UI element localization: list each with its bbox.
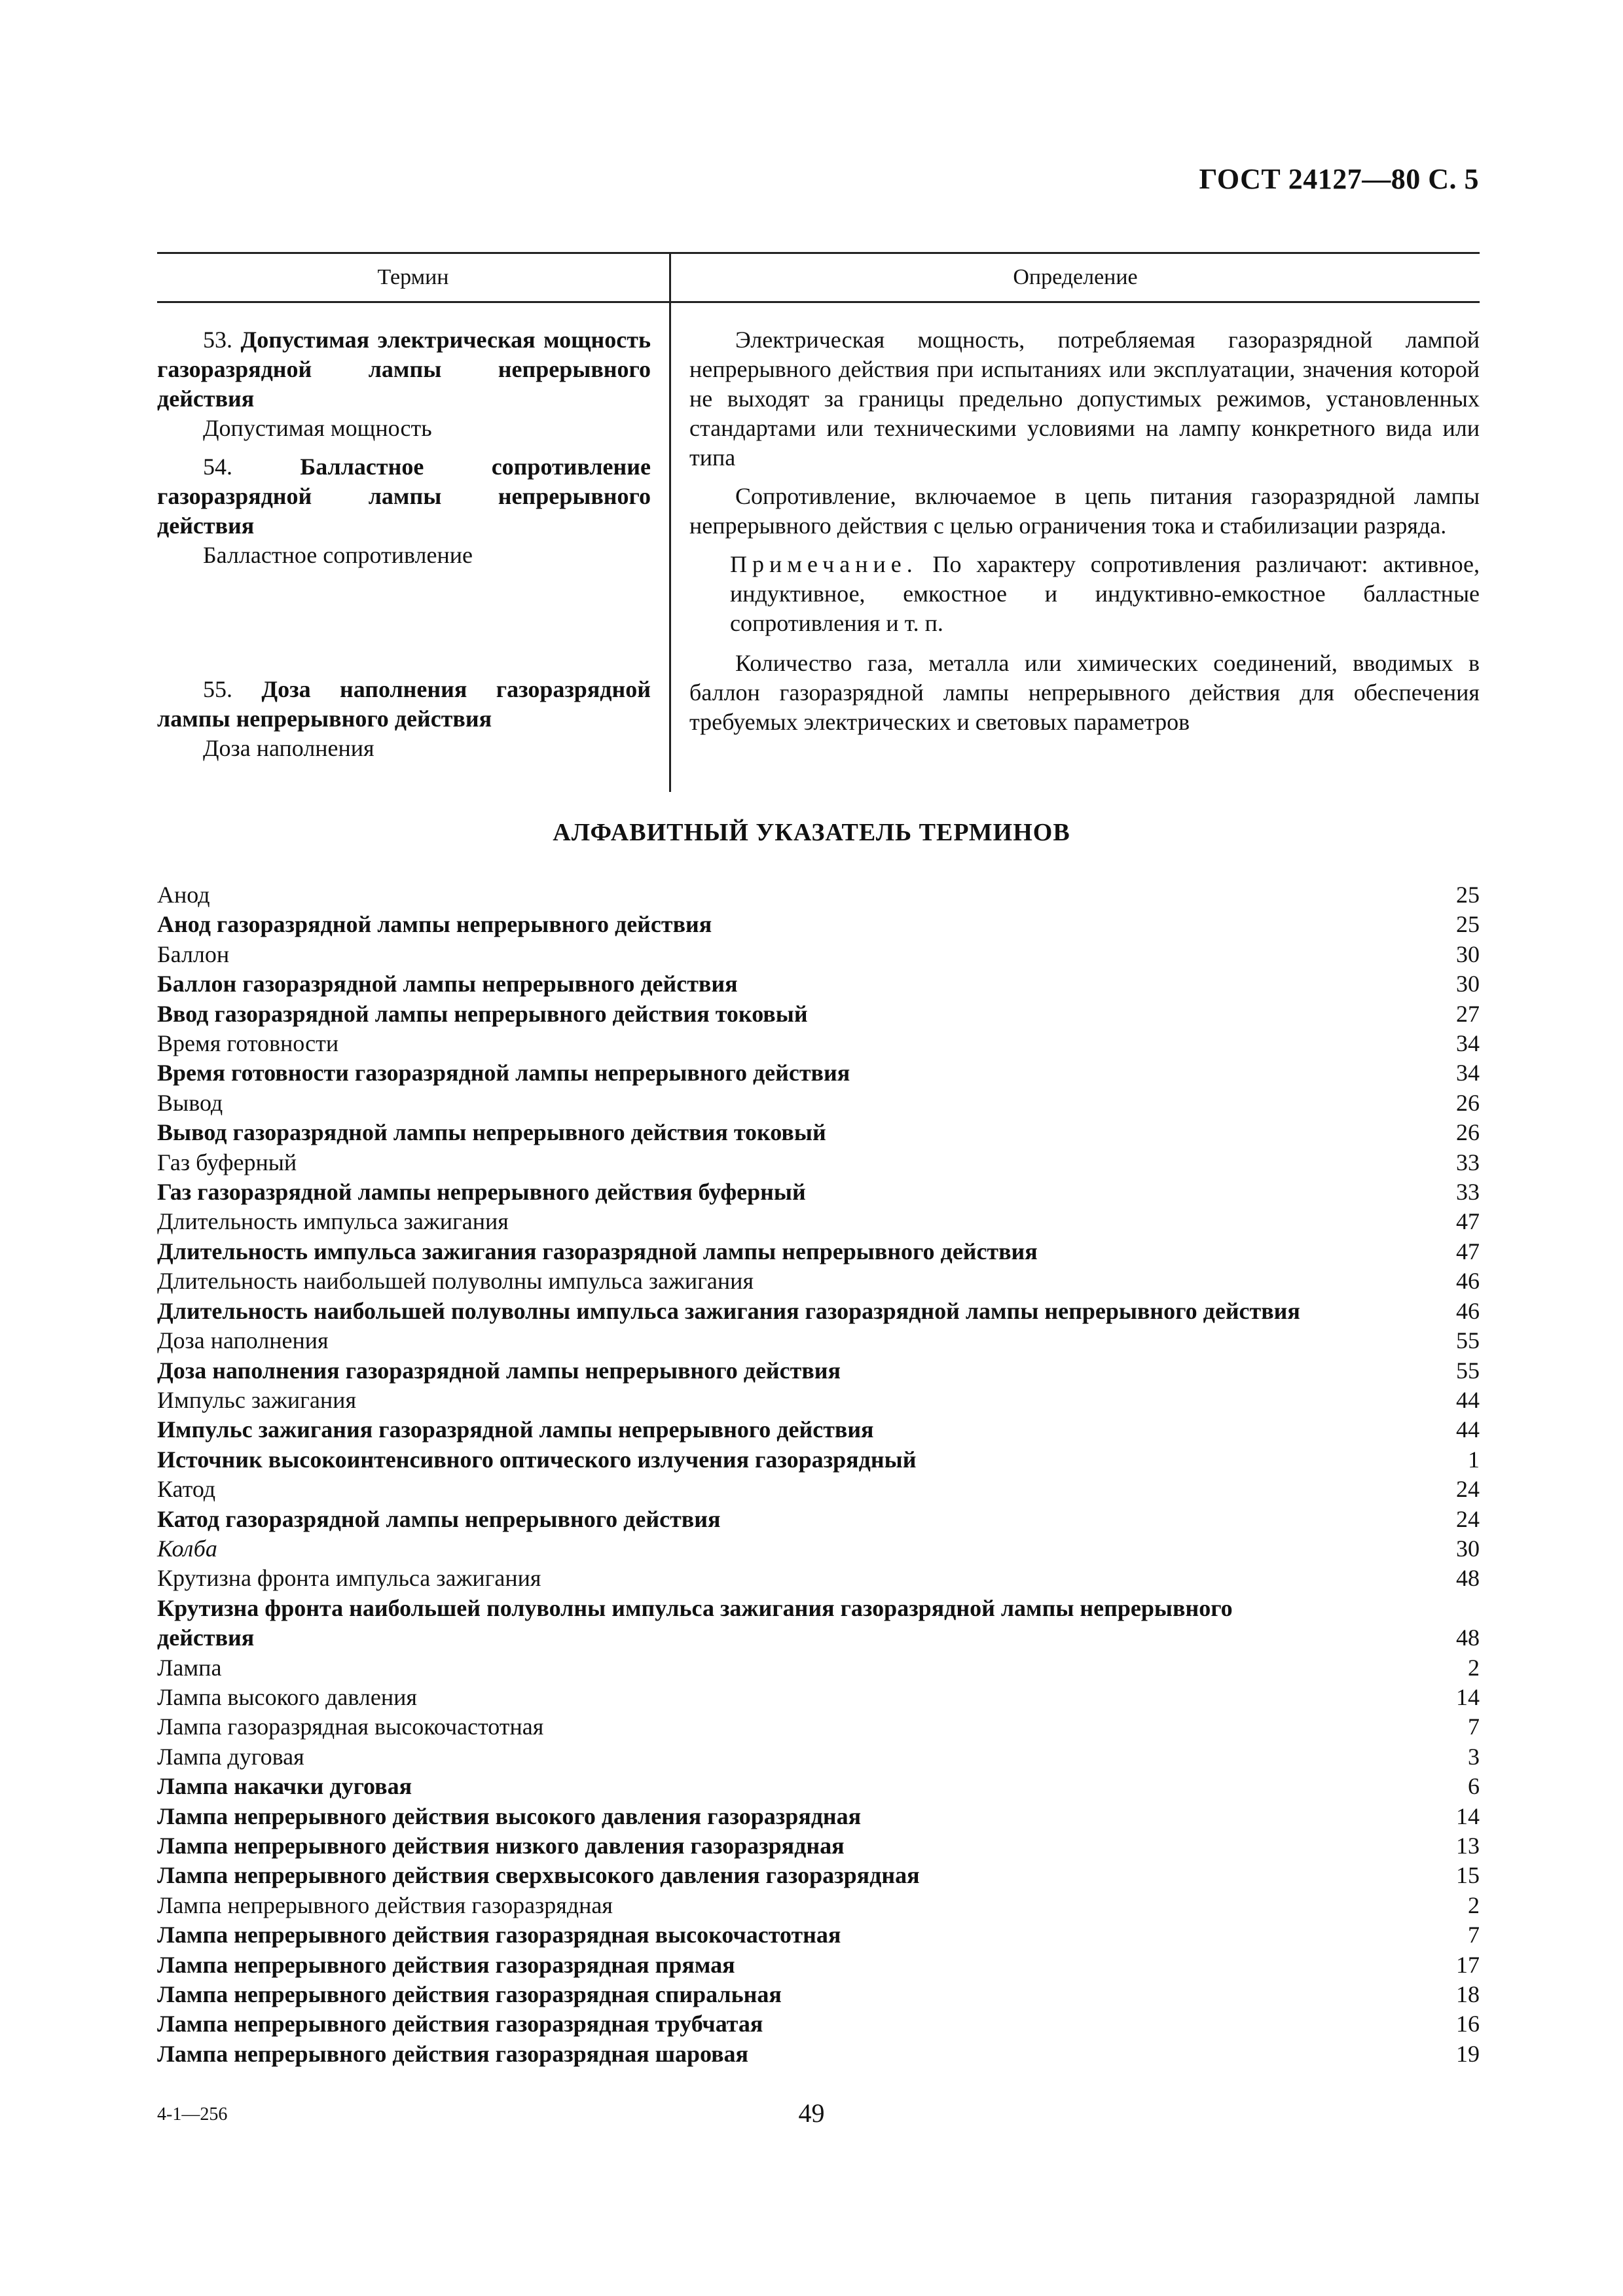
index-page-ref: 13: [1456, 1833, 1480, 1859]
index-entry: [157, 1207, 1480, 1236]
index-term: Лампа непрерывного действия газоразрядная прямая: [157, 1951, 735, 1978]
alphabetical-index: [157, 880, 1480, 2069]
table-header: [157, 252, 1480, 303]
short-term-53: Допустимая мощность: [203, 415, 432, 441]
index-term: Время готовности: [157, 1030, 339, 1057]
index-term: Колба: [157, 1535, 217, 1562]
term-53: [157, 325, 651, 414]
index-term: Баллон газоразрядной лампы непрерывного действия: [157, 971, 738, 997]
index-page-ref: 44: [1456, 1416, 1480, 1443]
index-entry: [157, 1326, 1480, 1355]
index-entry: [157, 1088, 1480, 1118]
index-term: Импульс зажигания газоразрядной лампы непрерывного действия: [157, 1416, 874, 1443]
index-term: Длительность импульса зажигания: [157, 1208, 509, 1235]
index-term: Газ газоразрядной лампы непрерывного действия буферный: [157, 1179, 806, 1206]
index-entry: [157, 1356, 1480, 1386]
index-entry: [157, 1505, 1480, 1534]
index-page-ref: 1: [1468, 1446, 1480, 1473]
index-page-ref: 14: [1456, 1803, 1480, 1829]
index-term: Лампа накачки дуговая: [157, 1773, 412, 1800]
term-number: 54.: [203, 454, 232, 480]
index-term: Доза наполнения газоразрядной лампы непрерывного действия: [157, 1357, 841, 1384]
index-term: Лампа непрерывного действия низкого давления газоразрядная: [157, 1833, 845, 1859]
index-term: Лампа непрерывного действия высокого давления газоразрядная: [157, 1803, 862, 1829]
index-term: Ввод газоразрядной лампы непрерывного действия токовый: [157, 1000, 808, 1027]
index-page-ref: 34: [1456, 1030, 1480, 1057]
index-page-ref: 55: [1456, 1357, 1480, 1384]
index-page-ref: 25: [1456, 911, 1480, 938]
index-term: Газ буферный: [157, 1149, 297, 1175]
index-page-ref: 15: [1456, 1862, 1480, 1889]
term-column: [157, 303, 671, 792]
index-term: Лампа непрерывного действия газоразрядная высокочастотная: [157, 1922, 841, 1948]
short-term-54: Балластное сопротивление: [203, 542, 473, 568]
index-entry: [157, 1980, 1480, 2009]
definition-55: Количество газа, металла или химических соединений, вводимых в баллон газоразрядной лампы непрерывного действия для обеспечения требуемых электрических и световых параметров: [689, 650, 1480, 735]
note-text: По характеру сопротивления различают: активное, индуктивное, емкостное и индуктивно-емкостное балластные сопротивления и т. п.: [730, 551, 1480, 636]
index-term: Баллон: [157, 941, 230, 967]
index-entry: [157, 1118, 1480, 1147]
index-term: Анод: [157, 882, 210, 908]
index-term: Лампа газоразрядная высокочастотная: [157, 1713, 544, 1740]
index-term: Крутизна фронта импульса зажигания: [157, 1565, 541, 1592]
index-entry: [157, 1594, 1480, 1623]
index-entry: [157, 1148, 1480, 1177]
index-term: Катод: [157, 1476, 216, 1503]
index-page-ref: 47: [1456, 1208, 1480, 1235]
index-entry: [157, 1831, 1480, 1861]
index-term: Длительность импульса зажигания газоразрядной лампы непрерывного действия: [157, 1238, 1038, 1265]
term-text: Балластное сопротивление газоразрядной лампы непрерывного действия: [157, 454, 651, 539]
index-title: АЛФАВИТНЫЙ УКАЗАТЕЛЬ ТЕРМИНОВ: [553, 819, 1070, 846]
index-page-ref: 19: [1456, 2040, 1480, 2067]
index-page-ref: 44: [1456, 1386, 1480, 1413]
column-header-definition: Определение: [1013, 265, 1138, 289]
index-page-ref: 2: [1468, 1654, 1480, 1681]
index-entry: [157, 2039, 1480, 2069]
index-entry: [157, 880, 1480, 910]
index-page-ref: 6: [1468, 1773, 1480, 1800]
index-page-ref: 14: [1456, 1683, 1480, 1710]
index-page-ref: 18: [1456, 1981, 1480, 2008]
terms-table: [157, 252, 1480, 792]
index-entry: [157, 999, 1480, 1029]
term-number: 55.: [203, 676, 232, 702]
index-page-ref: 24: [1456, 1476, 1480, 1503]
index-entry: [157, 1177, 1480, 1207]
index-page-ref: 27: [1456, 1000, 1480, 1027]
term-entry-53: [157, 325, 651, 443]
index-page-ref: 47: [1456, 1238, 1480, 1265]
table-body: [157, 303, 1480, 792]
definition-column: [671, 303, 1480, 792]
index-page-ref: 34: [1456, 1060, 1480, 1086]
spacer: [157, 579, 651, 664]
index-page-ref: 3: [1468, 1743, 1480, 1770]
index-page-ref: 30: [1456, 971, 1480, 997]
note-54: [689, 550, 1480, 638]
index-term: Лампа высокого давления: [157, 1683, 417, 1710]
index-entry: [157, 1534, 1480, 1564]
index-page-ref: 46: [1456, 1268, 1480, 1295]
index-term: Лампа непрерывного действия газоразрядная шаровая: [157, 2040, 749, 2067]
index-page-ref: 17: [1456, 1951, 1480, 1978]
index-term: Длительность наибольшей полуволны импульса зажигания газоразрядной лампы непрерывного действия: [157, 1297, 1300, 1324]
index-page-ref: 7: [1468, 1922, 1480, 1948]
term-entry-54: [157, 452, 651, 570]
term-number: 53.: [203, 327, 232, 353]
index-page-ref: 48: [1456, 1565, 1480, 1592]
index-term: Доза наполнения: [157, 1327, 329, 1354]
index-page-ref: 33: [1456, 1149, 1480, 1175]
index-page-ref: 30: [1456, 941, 1480, 967]
index-term: Катод газоразрядной лампы непрерывного действия: [157, 1505, 721, 1532]
index-entry: [157, 1297, 1480, 1326]
index-page-ref: 16: [1456, 2011, 1480, 2037]
index-entry: [157, 1950, 1480, 1980]
index-term: Вывод: [157, 1089, 223, 1116]
index-entry: [157, 1891, 1480, 1920]
column-header-term: Термин: [157, 254, 671, 301]
index-page-ref: 30: [1456, 1535, 1480, 1562]
index-page-ref: 7: [1468, 1713, 1480, 1740]
term-55: [157, 675, 651, 734]
index-entry: [157, 1802, 1480, 1831]
definition-53: Электрическая мощность, потребляемая газоразрядной лампой непрерывного действия при испытаниях или эксплуатации, значения которой не выходят за границы предельно допустимых режимов, установленных стандартами или техническими условиями на лампу конкретного вида или типа: [689, 327, 1480, 471]
index-entry: [157, 1861, 1480, 1890]
index-page-ref: 24: [1456, 1505, 1480, 1532]
index-term: действия: [157, 1624, 255, 1651]
index-page-ref: 25: [1456, 882, 1480, 908]
index-term: Лампа: [157, 1654, 222, 1681]
term-entry-55: [157, 675, 651, 763]
index-term: Лампа дуговая: [157, 1743, 304, 1770]
index-entry: [157, 1712, 1480, 1742]
index-term: Лампа непрерывного действия газоразрядная трубчатая: [157, 2011, 763, 2037]
footer-code: 4-1—256: [157, 2104, 228, 2125]
index-term: Длительность наибольшей полуволны импульса зажигания: [157, 1268, 754, 1295]
index-entry: [157, 1564, 1480, 1593]
index-entry: [157, 1653, 1480, 1683]
index-term: Лампа непрерывного действия газоразрядная: [157, 1892, 613, 1918]
index-page-ref: 2: [1468, 1892, 1480, 1918]
index-term: Импульс зажигания: [157, 1386, 356, 1413]
index-entry: [157, 1920, 1480, 1950]
index-entry: [157, 1029, 1480, 1058]
index-entry: [157, 910, 1480, 939]
index-page-ref: 55: [1456, 1327, 1480, 1354]
index-term: Анод газоразрядной лампы непрерывного действия: [157, 911, 712, 938]
index-entry: [157, 1386, 1480, 1415]
note-label: Примечание.: [730, 551, 918, 577]
index-entry: [157, 1475, 1480, 1504]
index-page-ref: 46: [1456, 1297, 1480, 1324]
index-entry: [157, 1237, 1480, 1266]
short-term-55: Доза наполнения: [203, 735, 374, 761]
index-page-ref: 26: [1456, 1119, 1480, 1146]
term-54: [157, 452, 651, 541]
term-text: Доза наполнения газоразрядной лампы непрерывного действия: [157, 676, 651, 732]
term-text: Допустимая электрическая мощность газоразрядной лампы непрерывного действия: [157, 327, 651, 412]
index-entry: [157, 1058, 1480, 1088]
index-entry: [157, 969, 1480, 999]
index-term: Вывод газоразрядной лампы непрерывного действия токовый: [157, 1119, 826, 1146]
index-entry: [157, 1266, 1480, 1296]
index-entry: [157, 1772, 1480, 1801]
index-term: Лампа непрерывного действия газоразрядная спиральная: [157, 1981, 782, 2008]
index-term: Крутизна фронта наибольшей полуволны импульса зажигания газоразрядной лампы непрерывного: [157, 1594, 1233, 1621]
index-entry: [157, 940, 1480, 969]
index-entry: [157, 1445, 1480, 1475]
page-number: 49: [798, 2098, 825, 2128]
index-entry: [157, 1683, 1480, 1712]
index-term: Время готовности газоразрядной лампы непрерывного действия: [157, 1060, 850, 1086]
index-entry: [157, 2009, 1480, 2039]
index-term: Лампа непрерывного действия сверхвысокого давления газоразрядная: [157, 1862, 920, 1889]
index-page-ref: 26: [1456, 1089, 1480, 1116]
index-page-ref: 48: [1456, 1624, 1480, 1651]
index-entry: [157, 1742, 1480, 1772]
index-page-ref: 33: [1456, 1179, 1480, 1206]
index-entry: [157, 1623, 1480, 1653]
definition-54: Сопротивление, включаемое в цепь питания газоразрядной лампы непрерывного действия с целью ограничения тока и стабилизации разряда.: [689, 483, 1480, 539]
index-entry: [157, 1415, 1480, 1444]
index-term: Источник высокоинтенсивного оптического излучения газоразрядный: [157, 1446, 917, 1473]
page-header: ГОСТ 24127—80 С. 5: [1199, 163, 1479, 195]
